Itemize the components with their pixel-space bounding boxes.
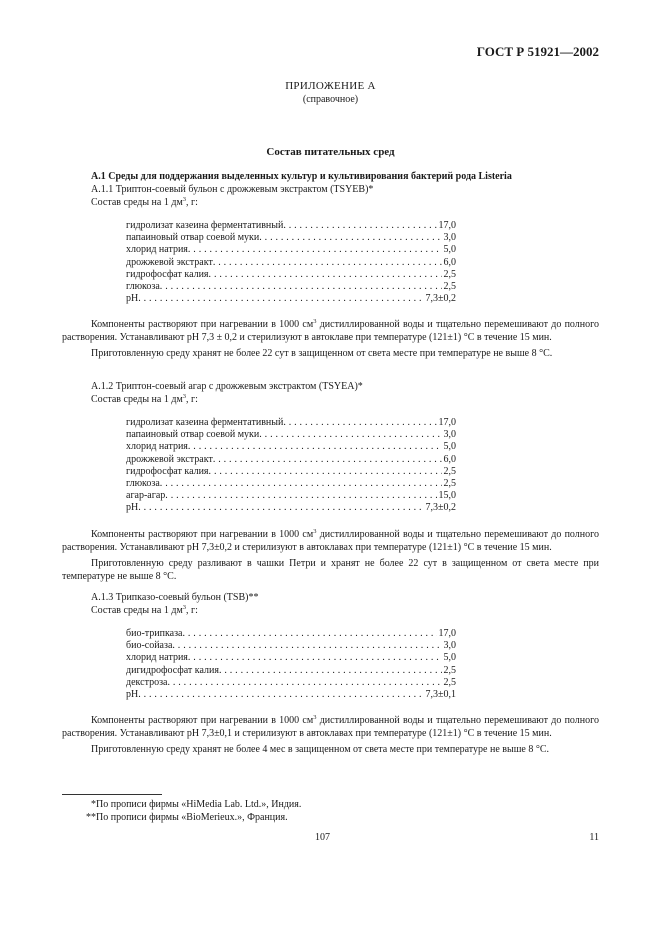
- ingredient-list-2: [126, 417, 456, 515]
- composition-label: Состав среды на 1 $дм^3$, г:: [91, 196, 198, 208]
- list-item: гидрофосфат калия . . . 2,5: [126, 466, 456, 478]
- storage-paragraph: Приготовленную среду хранят не более 4 мес в защищенном от света месте при температуре не выше 8 °С.: [91, 744, 550, 755]
- medium-title: А.1.3 Трипказо-соевый бульон (TSB)**: [91, 592, 259, 603]
- list-item: гидролизат казеина ферментативный . . . 17,0: [126, 220, 456, 232]
- list-item: pH . . . 7,3±0,2: [126, 502, 456, 514]
- section-title: Состав питательных сред: [266, 146, 395, 158]
- ingredient-list-3: [126, 628, 456, 701]
- ingredient-list-1: [126, 220, 456, 305]
- list-item: хлорид натрия . . . 5,0: [126, 441, 456, 453]
- composition-label: Состав среды на 1 $дм^3$, г:: [91, 393, 198, 405]
- section-heading: А.1 Среды для поддержания выделенных культур и культивирования бактерий рода Listeria: [91, 171, 512, 182]
- medium-header-1: [62, 170, 599, 209]
- center-page-number: 107: [315, 832, 330, 843]
- list-item: био-сойаза . . . 3,0: [126, 640, 456, 652]
- list-item: папаиновый отвар соевой муки . . . 3,0: [126, 429, 456, 441]
- composition-label: Состав среды на 1 $дм^3$, г:: [91, 604, 198, 616]
- medium-title: А.1.2 Триптон-соевый агар с дрожжевым экстрактом (TSYEA)*: [91, 381, 363, 392]
- preparation-paragraph: Компоненты растворяют при нагревании в 1000 $см^3$ дистиллированной воды и тщательно перемешивают до полного растворения. Устанавливают рН 7,3±0,1 и стерилизуют в автоклавах при температуре (121±1) °С в течение 15 мин.: [62, 714, 599, 739]
- list-item: хлорид натрия . . . 5,0: [126, 244, 456, 256]
- footnote-divider: [62, 794, 162, 795]
- preparation-text-3: [62, 714, 599, 756]
- storage-paragraph: Приготовленную среду разливают в чашки Петри и хранят не более 22 сут в защищенном от света месте при температуре не выше 8 °С.: [62, 558, 599, 582]
- list-item: гидрофосфат калия . . . 2,5: [126, 269, 456, 281]
- preparation-paragraph: Компоненты растворяют при нагревании в 1000 $см^3$ дистиллированной воды и тщательно перемешивают до полного растворения. Устанавливают рН 7,3±0,2 и стерилизуют в автоклавах при температуре (121±1) °С в течение 15 мин.: [62, 528, 599, 553]
- annex-subtitle: (справочное): [302, 94, 359, 105]
- list-item: дигидрофосфат калия . . . 2,5: [126, 665, 456, 677]
- storage-paragraph: Приготовленную среду хранят не более 22 сут в защищенном от света месте при температуре не выше 8 °С.: [91, 348, 553, 359]
- standard-number: ГОСТ Р 51921—2002: [476, 44, 599, 59]
- medium-title: А.1.1 Триптон-соевый бульон с дрожжевым экстрактом (TSYEB)*: [91, 184, 374, 195]
- list-item: дрожжевой экстракт . . . 6,0: [126, 257, 456, 269]
- footnote-2: **По прописи фирмы «BioMerieux.», Франция.: [86, 812, 288, 823]
- list-item: декстроза . . . 2,5: [126, 677, 456, 689]
- list-item: гидролизат казеина ферментативный . . . 17,0: [126, 417, 456, 429]
- list-item: глюкоза . . . 2,5: [126, 281, 456, 293]
- list-item: дрожжевой экстракт . . . 6,0: [126, 454, 456, 466]
- preparation-paragraph: Компоненты растворяют при нагревании в 1000 $см^3$ дистиллированной воды и тщательно перемешивают до полного растворения. Устанавливают рН 7,3 ± 0,2 и стерилизуют в автоклаве при температуре (121±1) °С в течение 15 мин.: [62, 318, 599, 343]
- list-item: глюкоза . . . 2,5: [126, 478, 456, 490]
- list-item: pH . . . 7,3±0,2: [126, 293, 456, 305]
- footnote-1: *По прописи фирмы «HiMedia Lab. Ltd.», Индия.: [91, 799, 302, 810]
- list-item: био-трипказа . . . 17,0: [126, 628, 456, 640]
- list-item: хлорид натрия . . . 5,0: [126, 652, 456, 664]
- medium-header-3: [62, 591, 599, 617]
- medium-header-2: [62, 380, 599, 406]
- preparation-text-1: [62, 318, 599, 360]
- page-number: 11: [589, 832, 599, 843]
- list-item: папаиновый отвар соевой муки . . . 3,0: [126, 232, 456, 244]
- annex-title: ПРИЛОЖЕНИЕ А: [285, 80, 376, 92]
- preparation-text-2: [62, 528, 599, 583]
- list-item: агар-агар . . . 15,0: [126, 490, 456, 502]
- list-item: pH . . . 7,3±0,1: [126, 689, 456, 701]
